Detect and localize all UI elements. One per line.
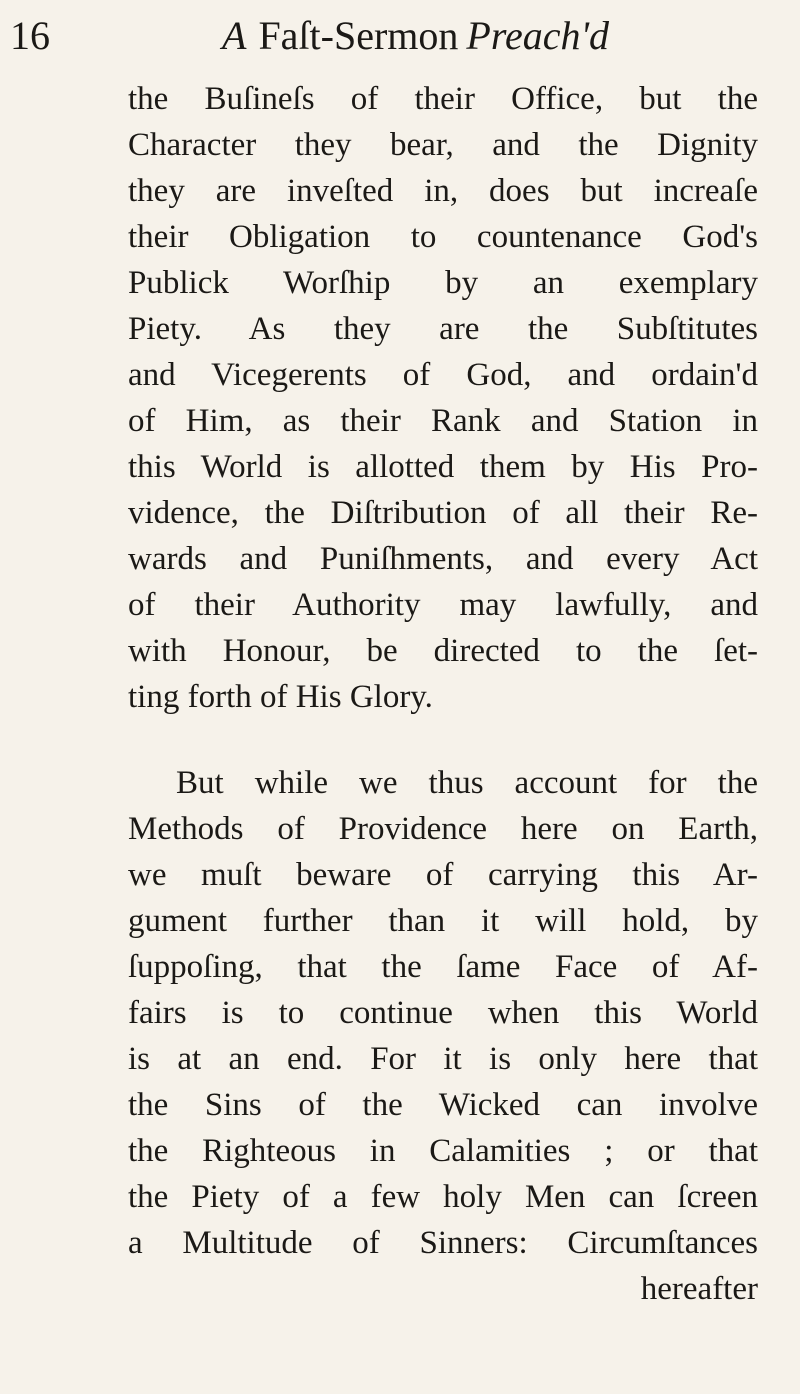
body-text	[128, 76, 758, 1312]
paragraph-2	[128, 760, 758, 1266]
text-line: the Piety of a few holy Men can ſcreen	[128, 1179, 758, 1215]
text-line: is at an end. For it is only here that	[128, 1041, 758, 1077]
text-line: vidence, the Diſtribution of all their Re-	[128, 495, 758, 531]
text-line: gument further than it will hold, by	[128, 903, 758, 939]
catchword: hereafter	[640, 1271, 758, 1307]
paragraph-1	[128, 76, 758, 720]
text-line: Character they bear, and the Dignity	[128, 127, 758, 163]
text-line: Piety. As they are the Subſtitutes	[128, 311, 758, 347]
text-line: a Multitude of Sinners: Circumſtances	[128, 1225, 758, 1261]
text-line: ting forth of His Glory.	[128, 679, 433, 715]
text-line: But while we thus account for the	[176, 765, 758, 801]
text-line: the Sins of the Wicked can involve	[128, 1087, 758, 1123]
text-line: we muſt beware of carrying this Ar-	[128, 857, 758, 893]
text-line: of Him, as their Rank and Station in	[128, 403, 758, 439]
text-line: this World is allotted them by His Pro-	[128, 449, 758, 485]
running-head	[0, 12, 800, 72]
page-number: 16	[10, 13, 50, 58]
running-title	[222, 12, 609, 59]
running-title-tail: Preach'd	[466, 13, 609, 58]
text-line: wards and Puniſhments, and every Act	[128, 541, 758, 577]
paragraph-gap	[128, 720, 758, 760]
running-title-lead: A	[222, 13, 247, 58]
text-line: fairs is to continue when this World	[128, 995, 758, 1031]
text-line: ſuppoſing, that the ſame Face of Af-	[128, 949, 758, 985]
text-line: they are inveſted in, does but increaſe	[128, 173, 758, 209]
text-line: Publick Worſhip by an exemplary	[128, 265, 758, 301]
text-line: with Honour, be directed to the ſet-	[128, 633, 758, 669]
text-line: and Vicegerents of God, and ordain'd	[128, 357, 758, 393]
text-line: Methods of Providence here on Earth,	[128, 811, 758, 847]
text-line: their Obligation to countenance God's	[128, 219, 758, 255]
text-line: the Buſineſs of their Office, but the	[128, 81, 758, 117]
text-line: of their Authority may lawfully, and	[128, 587, 758, 623]
running-title-main: Faſt-Sermon	[258, 13, 459, 58]
text-line: the Righteous in Calamities ; or that	[128, 1133, 758, 1169]
